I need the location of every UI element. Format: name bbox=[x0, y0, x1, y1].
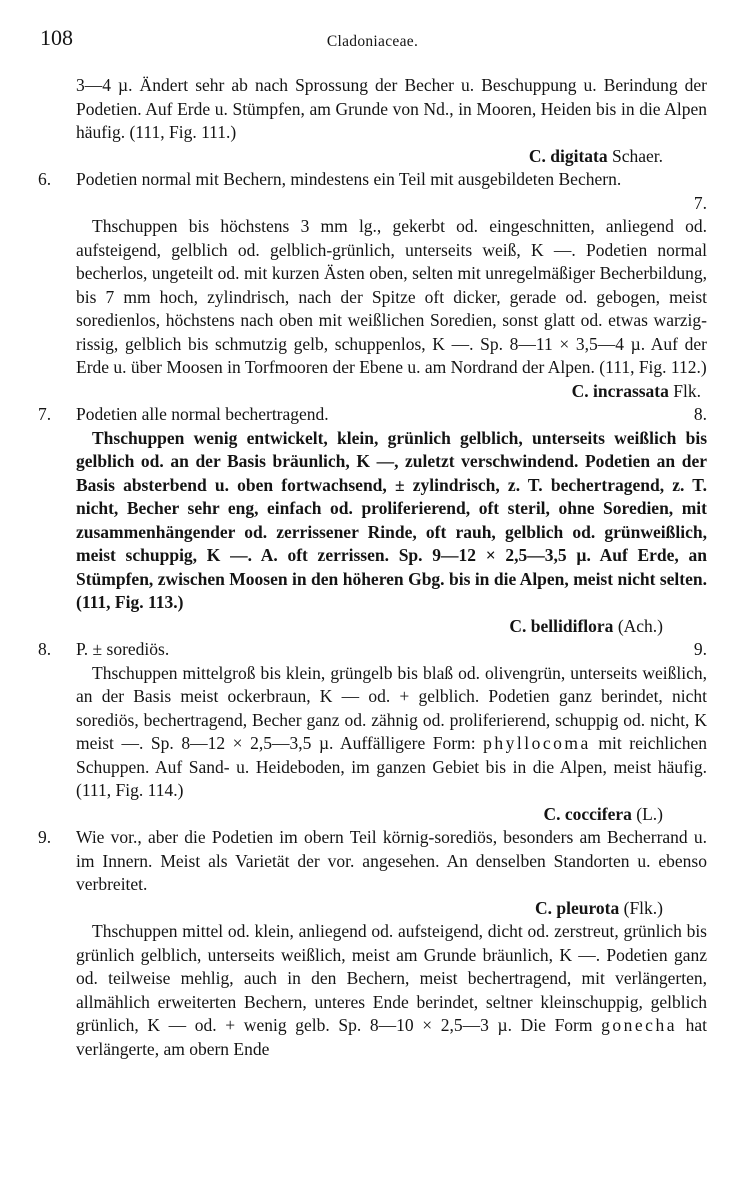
lead-text: Podetien alle normal bechertragend. bbox=[76, 404, 329, 424]
lead-text: P. ± sorediös. bbox=[76, 639, 170, 659]
species-author: Flk. bbox=[673, 380, 701, 401]
page-number: 108 bbox=[40, 25, 73, 50]
description-part-b: mit reichlichen Schuppen. Auf Sand- u. Heideboden, im ganzen Gebiet bis in die Alpen, meist häufig. (111, Fig. 114.) bbox=[76, 733, 708, 800]
species-name: C. pleurota bbox=[534, 897, 620, 918]
final-text-b: hat verlängerte, am obern Ende bbox=[76, 1015, 708, 1059]
couplet-description bbox=[76, 662, 707, 803]
species-author: (Ach.) bbox=[617, 615, 663, 636]
final-text-a: Thschuppen mittel od. klein, anliegend od. aufsteigend, dicht od. zerstreut, grünlich bis grünlich gelblich, unterseits weißlich, meist am Grunde bräunlich, K —. Podetien ganz od. teilweise mehlig, auch in den Bechern, meist bechertragend, mit verlängerten, allmählich erweiterten Bechern, unteres Ende berindet, seltner kleinschuppig, gelblich grünlich, K — od. + wenig gelb. Sp. 8—10 × 2,5—3 µ. Die Form bbox=[76, 921, 707, 1035]
intro-text: 3—4 µ. Ändert sehr ab nach Sprossung der Becher u. Beschuppung u. Berindung der Podetien. Auf Erde u. Stümpfen, am Grunde von Nd., in Mooren, Heiden bis in die Alpen häufig. (111, Fig. 111.) bbox=[76, 75, 707, 142]
lead-text: Podetien normal mit Bechern, mindestens ein Teil mit ausgebildeten Bechern. bbox=[76, 169, 622, 189]
species-name: C. digitata bbox=[528, 145, 608, 166]
species-name: C. coccifera bbox=[543, 803, 632, 824]
couplet-number: 8. bbox=[38, 639, 52, 659]
species-author: Schaer. bbox=[611, 145, 663, 166]
lead-ref-number: 9. bbox=[693, 639, 707, 659]
lead-ref-number: 7. bbox=[693, 192, 707, 213]
running-head: Cladoniaceae. bbox=[326, 33, 419, 50]
couplet-lead bbox=[76, 403, 707, 427]
species-author: (L.) bbox=[636, 803, 663, 824]
couplet-6 bbox=[38, 168, 707, 403]
description-part-a: Thschuppen mittelgroß bis klein, grüngelb bis blaß od. olivengrün, unterseits weißlich, an der Basis meist ockerbraun, K — od. + gelblich. Podetien ganz berindet, nicht sorediös, bechertragend, Becher ganz od. zähnig od. proliferierend, schuppig od. nicht, K meist —. Sp. 8—12 × 2,5—3,5 µ. Auffälligere Form: bbox=[76, 662, 707, 753]
form-name: phyllocoma bbox=[483, 733, 591, 753]
final-paragraph bbox=[38, 920, 707, 1061]
couplet-7 bbox=[38, 403, 707, 638]
couplet-lead bbox=[76, 638, 707, 662]
form-name: gonecha bbox=[601, 1015, 677, 1035]
species-name: C. incrassata bbox=[571, 380, 669, 401]
couplet-9 bbox=[38, 826, 707, 920]
couplet-number: 9. bbox=[38, 827, 52, 847]
lead-ref-number: 8. bbox=[693, 404, 707, 424]
species-author: (Flk.) bbox=[623, 897, 663, 918]
species-line bbox=[38, 145, 707, 169]
couplet-8 bbox=[38, 638, 707, 826]
key-text bbox=[38, 74, 707, 1061]
couplet-description: Thschuppen wenig entwickelt, klein, grünlich gelblich, unterseits weißlich bis gelblich od. an der Basis bräunlich, K —, zuletzt verschwindend. Podetien an der Basis absterbend u. oben fortwachsend, ± zylindrisch, z. T. bechertragend, z. T. nicht, Becher sehr eng, einfach od. proliferierend, oft steril, ohne Soredien, mit zusammenhängender od. zerrissener Rinde, oft rauh, gelblich od. grünweißlich, meist schuppig, K —. A. oft zerrissen. Sp. 9—12 × 2,5—3,5 µ. Auf Erde, an Stümpfen, zwischen Moosen in den höheren Gbg. bis in die Alpen, meist nicht selten. (111, Fig. 113.) bbox=[76, 427, 707, 612]
species-line bbox=[76, 615, 707, 639]
couplet-number: 7. bbox=[38, 404, 52, 424]
species-line bbox=[76, 380, 707, 404]
species-line bbox=[76, 897, 707, 921]
intro-paragraph bbox=[38, 74, 707, 145]
couplet-number: 6. bbox=[38, 169, 52, 189]
couplet-lead bbox=[76, 168, 707, 192]
species-line bbox=[76, 803, 707, 827]
couplet-lead: Wie vor., aber die Podetien im obern Teil körnig-sorediös, besonders am Becherrand u. im Innern. Meist als Varietät der vor. angesehen. An denselben Standorten u. ebenso verbreitet. bbox=[76, 827, 707, 894]
lead-ref bbox=[76, 192, 707, 216]
species-name: C. bellidiflora bbox=[509, 615, 614, 636]
couplet-description: Thschuppen bis höchstens 3 mm lg., gekerbt od. eingeschnitten, anliegend od. aufsteigend, gelblich od. gelblich-grünlich, unterseits weiß, K —. Podetien normal becherlos, ungeteilt od. mit kurzen Ästen oben, selten mit unregelmäßiger Becherbildung, bis 7 mm hoch, zylindrisch, nach der Spitze oft dicker, gerade od. gebogen, meist soredienlos, höchstens nach oben mit weißlichen Soredien, sonst glatt od. etwas warzig-rissig, gelblich bis schmutzig gelb, schuppenlos, K —. Sp. 8—11 × 3,5—4 µ. Auf der Erde u. über Moosen in Torfmooren der Ebene u. am Nordrand der Alpen. (111, Fig. 112.) bbox=[76, 216, 707, 377]
page-header bbox=[38, 20, 707, 60]
